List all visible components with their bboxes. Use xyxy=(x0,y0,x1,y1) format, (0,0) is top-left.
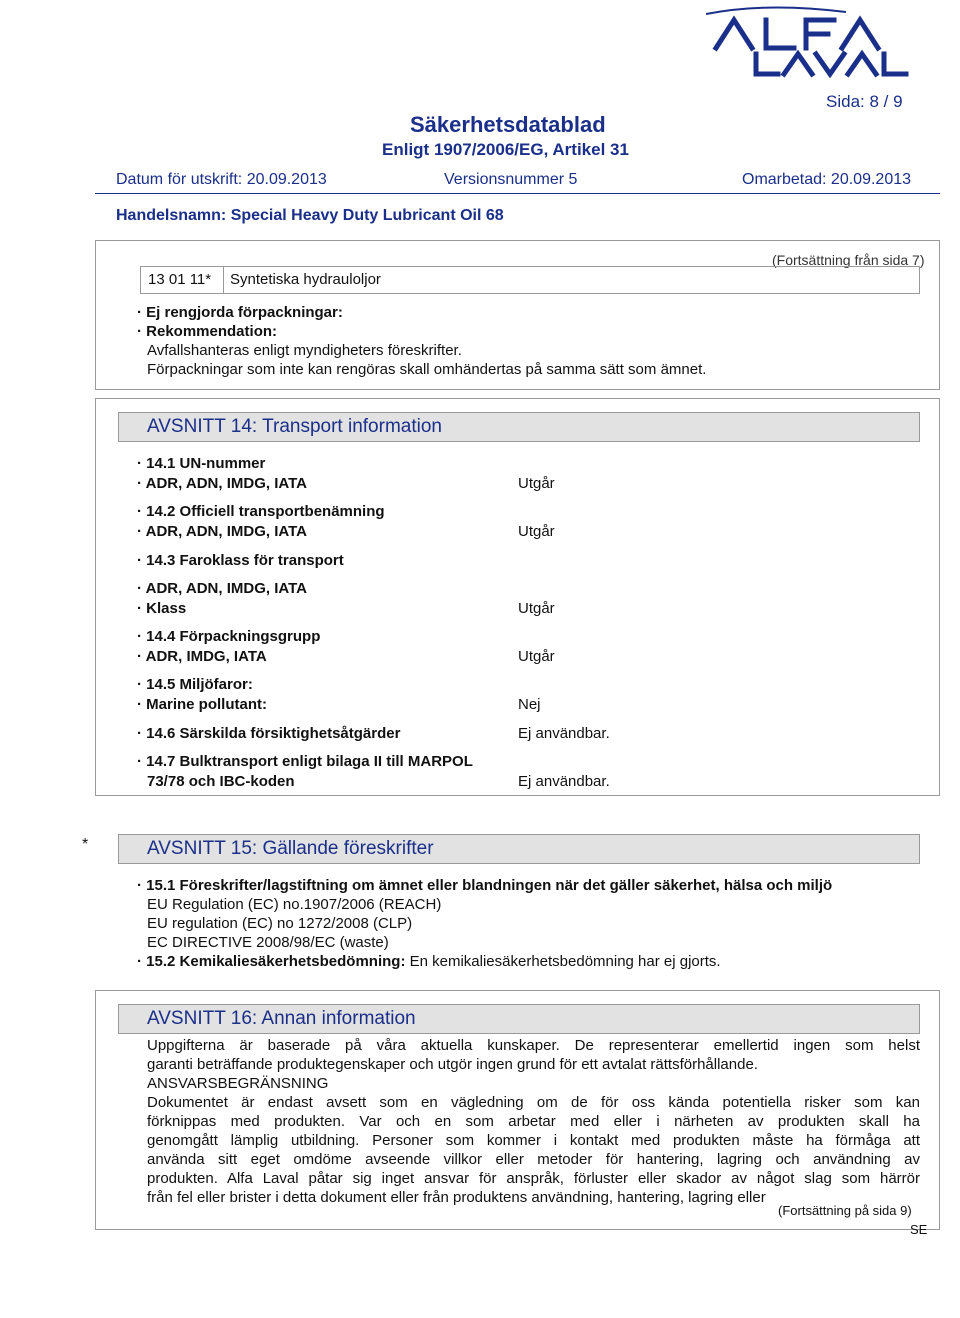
continued-to: (Fortsättning på sida 9) xyxy=(778,1203,912,1218)
version-number: Versionsnummer 5 xyxy=(444,171,578,188)
shipping-name-heading: · 14.2 Officiell transportbenämning xyxy=(137,503,385,520)
page-number: Sida: 8 / 9 xyxy=(826,92,903,111)
hazard-class-label-1: · ADR, ADN, IMDG, IATA xyxy=(137,580,307,597)
change-marker: * xyxy=(82,836,89,853)
bulk-transport-label-1: · 14.7 Bulktransport enligt bilaga II till MARPOL xyxy=(137,753,473,770)
section-16-line: från fel eller brister i detta dokument eller från produktens användning, hantering, lagring eller xyxy=(147,1189,766,1206)
section-16-line: genomgått lämplig utbildning. Personer som kommer i kontakt med produkten måste ha förmåga att xyxy=(147,1132,920,1149)
chemical-safety-assessment-label: · 15.2 Kemikaliesäkerhetsbedömning: xyxy=(137,953,406,970)
alfa-laval-logo xyxy=(706,6,940,78)
shipping-name-value: Utgår xyxy=(518,523,555,540)
language-code: SE xyxy=(910,1222,928,1237)
section-16-line: garanti beträffande produktegenskaper och utgör ingen grund för ett avtalat rättsförhållande. xyxy=(147,1056,758,1073)
section-14-title: AVSNITT 14: Transport information xyxy=(118,412,920,442)
section-16-line: förknippas med produkten. Var och en som arbetar med eller i närheten av produkten skall ha xyxy=(147,1113,920,1130)
special-precautions-label: · 14.6 Särskilda försiktighetsåtgärder xyxy=(137,725,401,742)
hazard-class-heading: · 14.3 Faroklass för transport xyxy=(137,552,344,569)
un-number-label: · ADR, ADN, IMDG, IATA xyxy=(137,475,307,492)
bulk-transport-value: Ej användbar. xyxy=(518,773,610,790)
chemical-safety-assessment-text: En kemikaliesäkerhetsbedömning har ej gjorts. xyxy=(405,953,721,970)
waste-table-divider xyxy=(223,266,224,294)
regulation-line-3: EC DIRECTIVE 2008/98/EC (waste) xyxy=(147,934,389,951)
bulk-transport-label-2: 73/78 och IBC-koden xyxy=(147,773,295,790)
section-16-text xyxy=(147,1036,920,1207)
trade-name: Handelsnamn: Special Heavy Duty Lubricant Oil 68 xyxy=(116,207,504,224)
revised-date: Omarbetad: 20.09.2013 xyxy=(742,171,912,188)
section-16-line: produkten. Alfa Laval påtar sig inget ansvar för anspråk, förluster eller skador av något slag som härrör xyxy=(147,1170,920,1187)
packaging-text-2: Förpackningar som inte kan rengöras skall omhändertas på samma sätt som ämnet. xyxy=(147,361,707,378)
packaging-heading: · Ej rengjorda förpackningar: xyxy=(137,304,343,321)
packing-group-label: · ADR, IMDG, IATA xyxy=(137,648,267,665)
section-16-line: använda sitt eget omdöme avseende villkor eller metoder för hantering, lagring och användning av xyxy=(147,1151,920,1168)
packaging-text-1: Avfallshanteras enligt myndigheters föreskrifter. xyxy=(147,342,462,359)
document-title: Säkerhetsdatablad xyxy=(410,112,606,137)
un-number-value: Utgår xyxy=(518,475,555,492)
section-16-title: AVSNITT 16: Annan information xyxy=(118,1004,920,1034)
waste-description: Syntetiska hydrauloljor xyxy=(230,271,381,288)
continued-from: (Fortsättning från sida 7) xyxy=(772,252,925,268)
hazard-class-label-2: · Klass xyxy=(137,600,187,617)
marine-pollutant-label: · Marine pollutant: xyxy=(137,696,267,713)
document-subtitle: Enligt 1907/2006/EG, Artikel 31 xyxy=(382,140,629,159)
section-16-line: Dokumentet är endast avsett som en vägledning om de för oss kända potentiella risker som kan xyxy=(147,1094,920,1111)
section-15-title: AVSNITT 15: Gällande föreskrifter xyxy=(118,834,920,864)
environmental-heading: · 14.5 Miljöfaror: xyxy=(137,676,253,693)
packing-group-heading: · 14.4 Förpackningsgrupp xyxy=(137,628,321,645)
marine-pollutant-value: Nej xyxy=(518,696,541,713)
header-divider xyxy=(95,193,940,194)
special-precautions-value: Ej användbar. xyxy=(518,725,610,742)
section-16-line: ANSVARSBEGRÄNSNING xyxy=(147,1075,329,1092)
section-16-line: Uppgifterna är baserade på våra aktuella kunskaper. De representerar emellertid ingen som helst xyxy=(147,1037,920,1054)
chemical-safety-assessment xyxy=(137,953,721,970)
un-number-heading: · 14.1 UN-nummer xyxy=(137,455,266,472)
recommendation-label: · Rekommendation: xyxy=(137,323,278,340)
regulation-line-1: EU Regulation (EC) no.1907/2006 (REACH) xyxy=(147,896,442,913)
waste-code: 13 01 11* xyxy=(148,271,212,288)
regulation-line-2: EU regulation (EC) no 1272/2008 (CLP) xyxy=(147,915,413,932)
hazard-class-value: Utgår xyxy=(518,600,555,617)
print-date: Datum för utskrift: 20.09.2013 xyxy=(116,171,327,188)
regulations-heading: · 15.1 Föreskrifter/lagstiftning om ämnet eller blandningen när det gäller säkerhet, hälsa och miljö xyxy=(137,877,833,894)
shipping-name-label: · ADR, ADN, IMDG, IATA xyxy=(137,523,307,540)
packing-group-value: Utgår xyxy=(518,648,555,665)
